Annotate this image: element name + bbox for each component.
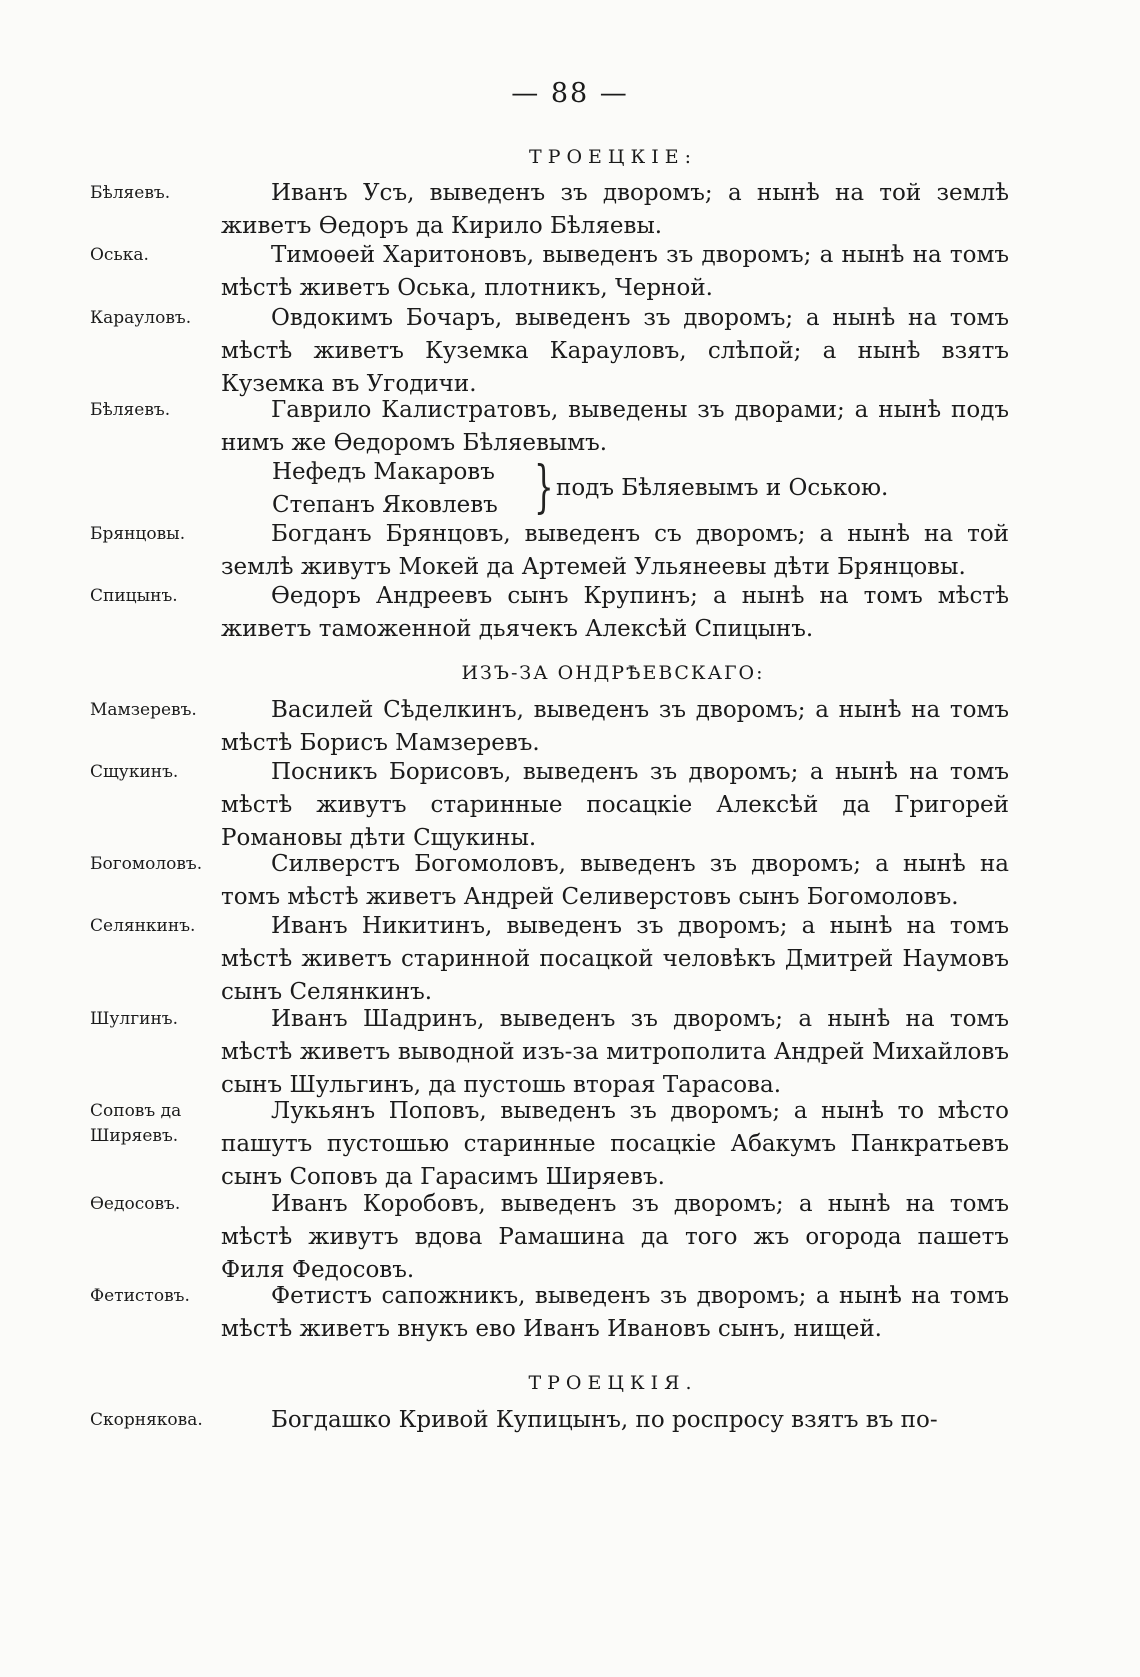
margin-label: Карауловъ. — [90, 308, 192, 328]
entry-text: Тимоѳей Харитоновъ, выведенъ зъ дворомъ; а нынѣ на томъ мѣстѣ живетъ Оська, плотникъ, Черной. — [221, 242, 1009, 301]
margin-label: Бѣляевъ. — [90, 400, 171, 420]
entry-text: Фетистъ сапожникъ, выведенъ зъ дворомъ; а нынѣ на томъ мѣстѣ живетъ внукъ ево Иванъ Ивановъ сынъ, нищей. — [221, 1283, 1009, 1342]
margin-label: Спицынъ. — [90, 586, 178, 606]
entry-text: Овдокимъ Бочаръ, выведенъ зъ дворомъ; а нынѣ на томъ мѣстѣ живетъ Куземка Карауловъ, слѣпой; а нынѣ взятъ Куземка въ Угодичи. — [221, 305, 1009, 397]
margin-label: Скорнякова. — [90, 1410, 203, 1430]
brace-names — [272, 456, 534, 522]
margin-label: Соповъ да Ширяевъ. — [90, 1101, 182, 1146]
entry-text: Богдашко Кривой Купицынъ, по роспросу взятъ въ по- — [271, 1407, 938, 1433]
entry-text: Иванъ Усъ, выведенъ зъ дворомъ; а нынѣ на той землѣ живетъ Ѳедоръ да Кирило Бѣляевы. — [221, 180, 1009, 239]
margin-label: Богомоловъ. — [90, 854, 203, 874]
margin-label: Бѣляевъ. — [90, 183, 171, 203]
section-heading-ondreevskago: ИЗЪ-ЗА ОНДРѢЕВСКАГО: — [461, 662, 765, 684]
margin-label: Мамзеревъ. — [90, 700, 197, 720]
brace-name: Степанъ Яковлевъ — [272, 492, 498, 518]
entry-text: Силверстъ Богомоловъ, выведенъ зъ дворомъ; а нынѣ на томъ мѣстѣ живетъ Андрей Селиверстовъ сынъ Богомоловъ. — [221, 851, 1009, 910]
margin-label: Сщукинъ. — [90, 762, 179, 782]
entry-text: Иванъ Никитинъ, выведенъ зъ дворомъ; а нынѣ на томъ мѣстѣ живетъ старинной посацкой человѣкъ Дмитрей Наумовъ сынъ Селянкинъ. — [221, 913, 1009, 1005]
entry-text: Иванъ Коробовъ, выведенъ зъ дворомъ; а нынѣ на томъ мѣстѣ живутъ вдова Рамашина да того жъ огорода пашетъ Филя Федосовъ. — [221, 1191, 1009, 1283]
section-heading-troetskiya: ТРОЕЦКІЯ. — [528, 1372, 698, 1394]
entry-text: Посникъ Борисовъ, выведенъ зъ дворомъ; а нынѣ на томъ мѣстѣ живутъ старинные посацкіе Алексѣй да Григорей Романовы дѣти Сщукины. — [221, 759, 1009, 851]
entry-text: Василей Сѣделкинъ, выведенъ зъ дворомъ; а нынѣ на томъ мѣстѣ Борисъ Мамзеревъ. — [221, 697, 1009, 756]
section-heading-troetskie: ТРОЕЦКІЕ: — [529, 146, 697, 168]
curly-brace-mark: } — [534, 455, 554, 520]
margin-label: Шулгинъ. — [90, 1009, 178, 1029]
entry-text: Иванъ Шадринъ, выведенъ зъ дворомъ; а нынѣ на томъ мѣстѣ живетъ выводной изъ-за митрополита Андрей Михайловъ сынъ Шульгинъ, да пустошь вторая Тарасова. — [221, 1006, 1009, 1098]
brace-name: Нефедъ Макаровъ — [272, 459, 495, 485]
brace-text: подъ Бѣляевымъ и Оською. — [556, 475, 889, 501]
margin-label: Селянкинъ. — [90, 916, 196, 936]
entry-text: Гаврило Калистратовъ, выведены зъ дворами; а нынѣ подъ нимъ же Ѳедоромъ Бѣляевымъ. — [221, 397, 1009, 456]
entry-text: Лукьянъ Поповъ, выведенъ зъ дворомъ; а нынѣ то мѣсто пашутъ пустошью старинные посацкіе Абакумъ Панкратьевъ сынъ Соповъ да Гарасимъ Ширяевъ. — [221, 1098, 1009, 1190]
entry-text: Богданъ Брянцовъ, выведенъ съ дворомъ; а нынѣ на той землѣ живутъ Мокей да Артемей Ульянеевы дѣти Брянцовы. — [221, 521, 1009, 580]
margin-label: Фетистовъ. — [90, 1286, 190, 1306]
margin-label: Брянцовы. — [90, 524, 186, 544]
page-number: — 88 — — [511, 78, 629, 109]
margin-label: Ѳедосовъ. — [90, 1194, 181, 1214]
margin-label: Оська. — [90, 245, 149, 265]
entry-text: Ѳедоръ Андреевъ сынъ Крупинъ; а нынѣ на томъ мѣстѣ живетъ таможенной дьячекъ Алексѣй Спицынъ. — [221, 583, 1009, 642]
